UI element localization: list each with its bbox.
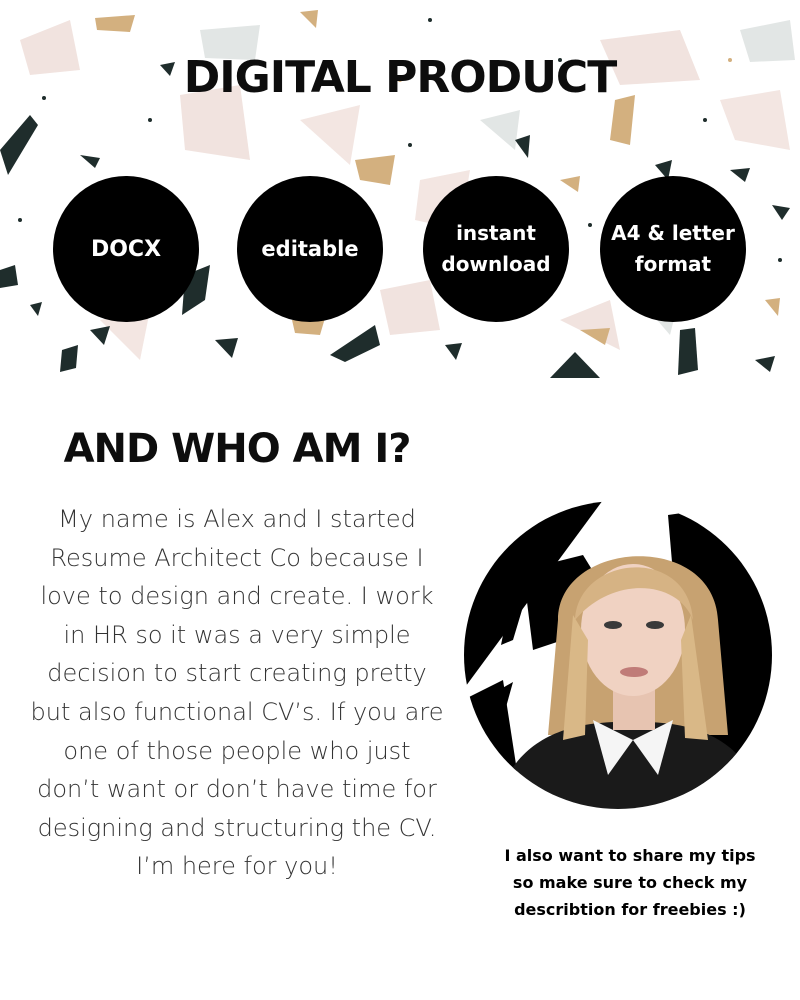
page-title: DIGITAL PRODUCT (183, 52, 617, 103)
about-bio: My name is Alex and I started Resume Architect Co because I love to design and create. I work in HR so it was a very simple decision to start creating pretty but also functional CV’s. If you are one of those people who just don’t want or don’t have time for designing and structuring the CV. I’m here for you! (30, 505, 444, 881)
terrazzo-chip (560, 176, 580, 192)
tips-note: I also want to share my tips so make sure to check my describtion for freebies :) (504, 846, 756, 919)
terrazzo-chip (300, 105, 360, 165)
terrazzo-speck (703, 118, 707, 122)
terrazzo-chip (772, 205, 790, 220)
terrazzo-speck (18, 218, 22, 222)
terrazzo-chip (380, 280, 440, 335)
terrazzo-chip (0, 265, 18, 288)
terrazzo-chip (300, 10, 318, 28)
terrazzo-chip (330, 325, 380, 362)
terrazzo-chip (60, 345, 78, 372)
terrazzo-chip (95, 15, 135, 32)
terrazzo-speck (408, 143, 412, 147)
terrazzo-chip (355, 155, 395, 185)
profile-photo (463, 500, 773, 810)
terrazzo-speck (148, 118, 152, 122)
terrazzo-chip (580, 328, 610, 345)
person-lips (620, 667, 648, 677)
terrazzo-chip (678, 328, 698, 375)
terrazzo-speck (428, 18, 432, 22)
terrazzo-chip (80, 155, 100, 168)
terrazzo-chip (560, 300, 620, 350)
about-heading: AND WHO AM I? (63, 426, 411, 472)
terrazzo-chip (550, 352, 600, 378)
feature-badge-editable: editable (237, 176, 383, 322)
person-eye (604, 621, 622, 629)
terrazzo-chip (480, 110, 520, 150)
terrazzo-chip (755, 356, 775, 372)
terrazzo-chip (445, 343, 462, 360)
terrazzo-chip (30, 302, 42, 316)
terrazzo-chip (730, 168, 750, 182)
terrazzo-chip (90, 326, 110, 345)
feature-badge-docx: DOCX (53, 176, 199, 322)
terrazzo-chip (515, 135, 530, 158)
terrazzo-chip (765, 298, 780, 316)
feature-badge-instant-download: instant download (423, 176, 569, 322)
terrazzo-chip (215, 338, 238, 358)
feature-badge-format: A4 & letter format (600, 176, 746, 322)
person-eye (646, 621, 664, 629)
terrazzo-speck (778, 258, 782, 262)
terrazzo-chip (0, 115, 38, 175)
terrazzo-speck (588, 223, 592, 227)
